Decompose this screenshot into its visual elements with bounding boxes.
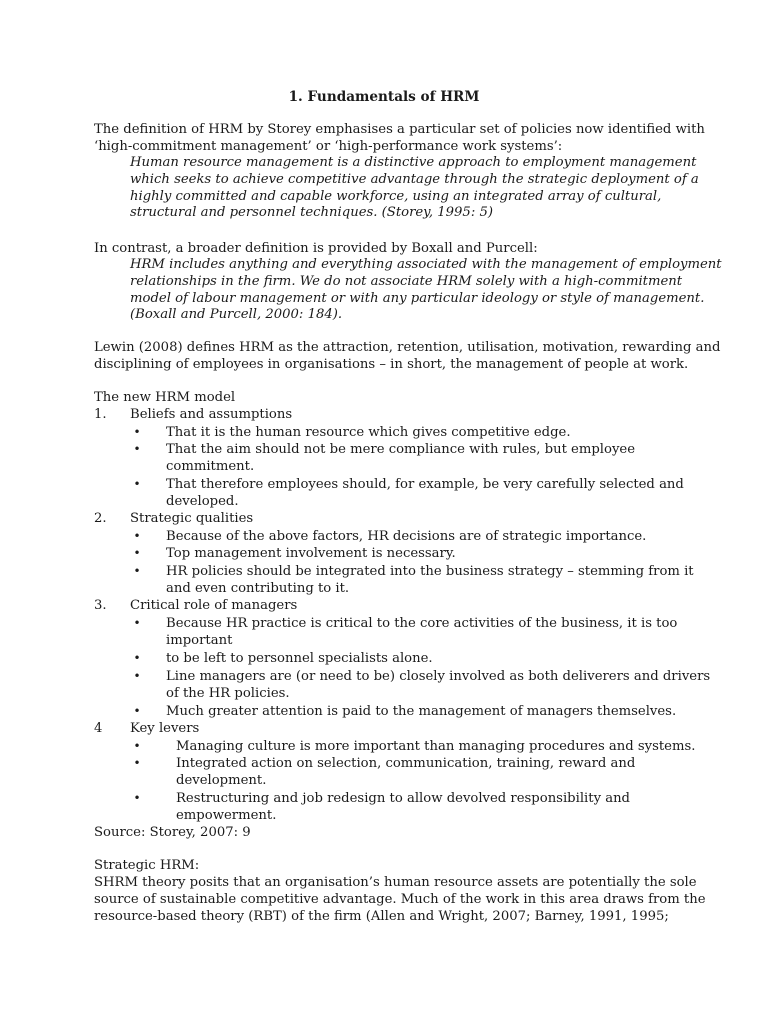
storey-quote <box>130 155 699 222</box>
bullet-glyph: • <box>133 546 141 560</box>
list-item <box>176 738 696 755</box>
quote-line: highly committed and capable workforce, using an integrated array of cultural, <box>130 188 662 204</box>
list-item-line: That it is the human resource which gives competitive edge. <box>166 425 571 440</box>
list-item-line: Top management involvement is necessary. <box>166 546 456 561</box>
quote-line: structural and personnel techniques. (Storey, 1995: 5) <box>130 205 493 221</box>
list-item-line: important <box>166 633 233 648</box>
bullet-glyph: • <box>133 704 141 718</box>
bullet-glyph: • <box>133 564 141 578</box>
bullet-glyph: • <box>133 425 141 439</box>
text-line: Lewin (2008) defines HRM as the attraction, retention, utilisation, motivation, rewarding and <box>94 340 721 355</box>
list-item-line: Line managers are (or need to be) closely involved as both deliverers and drivers <box>166 669 711 684</box>
quote-line: (Boxall and Purcell, 2000: 184). <box>130 307 343 323</box>
list-item <box>166 424 686 441</box>
list-item <box>166 528 686 545</box>
text-line: SHRM theory posits that an organisation’s human resource assets are potentially the sole <box>94 875 697 890</box>
strategic-heading <box>94 857 684 874</box>
list-item <box>176 755 696 789</box>
boxall-quote <box>130 257 722 324</box>
text-line: resource-based theory (RBT) of the firm (Allen and Wright, 2007; Barney, 1991, 1995; <box>94 909 669 925</box>
section-number: 2. <box>94 511 107 526</box>
bullet-glyph: • <box>133 651 141 665</box>
list-item-line: Much greater attention is paid to the management of managers themselves. <box>166 704 677 719</box>
lewin-paragraph <box>94 339 721 373</box>
list-item <box>166 563 694 597</box>
list-item <box>166 703 686 720</box>
list-item-line: Because HR practice is critical to the core activities of the business, it is too <box>166 616 678 631</box>
section-label: Beliefs and assumptions <box>130 407 293 422</box>
section-label: Strategic qualities <box>130 511 254 526</box>
list-item-line: Managing culture is more important than managing procedures and systems. <box>176 739 696 754</box>
list-item-line: empowerment. <box>176 808 277 823</box>
model-heading <box>94 389 684 406</box>
list-item-line: developed. <box>166 494 239 509</box>
list-item <box>176 790 696 824</box>
section-label: Key levers <box>130 721 200 736</box>
quote-line: which seeks to achieve competitive advantage through the strategic deployment of a <box>130 171 699 187</box>
source-text: Source: Storey, 2007: 9 <box>94 825 251 840</box>
bullet-glyph: • <box>133 739 141 753</box>
model-heading-text: The new HRM model <box>94 390 236 405</box>
list-item-line: HR policies should be integrated into the business strategy – stemming from it <box>166 564 694 579</box>
section-number: 1. <box>94 407 107 422</box>
list-item-line: That therefore employees should, for example, be very carefully selected and <box>166 477 684 492</box>
list-item-line: commitment. <box>166 459 255 474</box>
bullet-glyph: • <box>133 616 141 630</box>
list-item-line: Restructuring and job redesign to allow devolved responsibility and <box>176 791 631 806</box>
bullet-glyph: • <box>133 756 141 770</box>
list-item <box>166 615 686 649</box>
list-item <box>166 545 686 562</box>
source-citation <box>94 824 684 841</box>
section-number: 4 <box>94 721 103 736</box>
shrm-paragraph <box>94 874 706 926</box>
quote-line: relationships in the firm. We do not associate HRM solely with a high-commitment <box>130 273 683 289</box>
section-label: Critical role of managers <box>130 598 298 613</box>
list-item-line: of the HR policies. <box>166 686 290 701</box>
list-item-line: That the aim should not be mere compliance with rules, but employee <box>166 442 636 457</box>
list-item <box>166 668 711 702</box>
text-line: The definition of HRM by Storey emphasises a particular set of policies now identified with <box>94 122 705 137</box>
quote-line: HRM includes anything and everything associated with the management of employment <box>130 257 722 272</box>
strategic-heading-text: Strategic HRM: <box>94 858 200 873</box>
list-item-line: to be left to personnel specialists alone. <box>166 651 433 666</box>
list-item <box>166 476 686 510</box>
text-line: In contrast, a broader definition is provided by Boxall and Purcell: <box>94 241 538 256</box>
text-line: ‘high-commitment management’ or ‘high-performance work systems’: <box>94 139 563 155</box>
document-title: 1. Fundamentals of HRM <box>288 89 480 105</box>
bullet-glyph: • <box>133 669 141 683</box>
list-item <box>166 650 686 667</box>
list-item-line: and even contributing to it. <box>166 581 350 596</box>
text-line: disciplining of employees in organisations – in short, the management of people at work. <box>94 357 689 373</box>
storey-intro-paragraph <box>94 121 705 155</box>
text-line: source of sustainable competitive advantage. Much of the work in this area draws from the <box>94 892 706 908</box>
bullet-glyph: • <box>133 442 141 456</box>
bullet-glyph: • <box>133 477 141 491</box>
boxall-intro-paragraph <box>94 240 684 257</box>
quote-line: model of labour management or with any particular ideology or style of management. <box>130 290 705 306</box>
bullet-glyph: • <box>133 529 141 543</box>
bullet-glyph: • <box>133 791 141 805</box>
quote-line: Human resource management is a distinctive approach to employment management <box>130 155 697 170</box>
list-item <box>166 441 686 475</box>
list-item-line: Because of the above factors, HR decisions are of strategic importance. <box>166 529 647 544</box>
list-item-line: Integrated action on selection, communication, training, reward and <box>176 756 636 771</box>
list-item-line: development. <box>176 773 267 788</box>
section-number: 3. <box>94 598 107 613</box>
